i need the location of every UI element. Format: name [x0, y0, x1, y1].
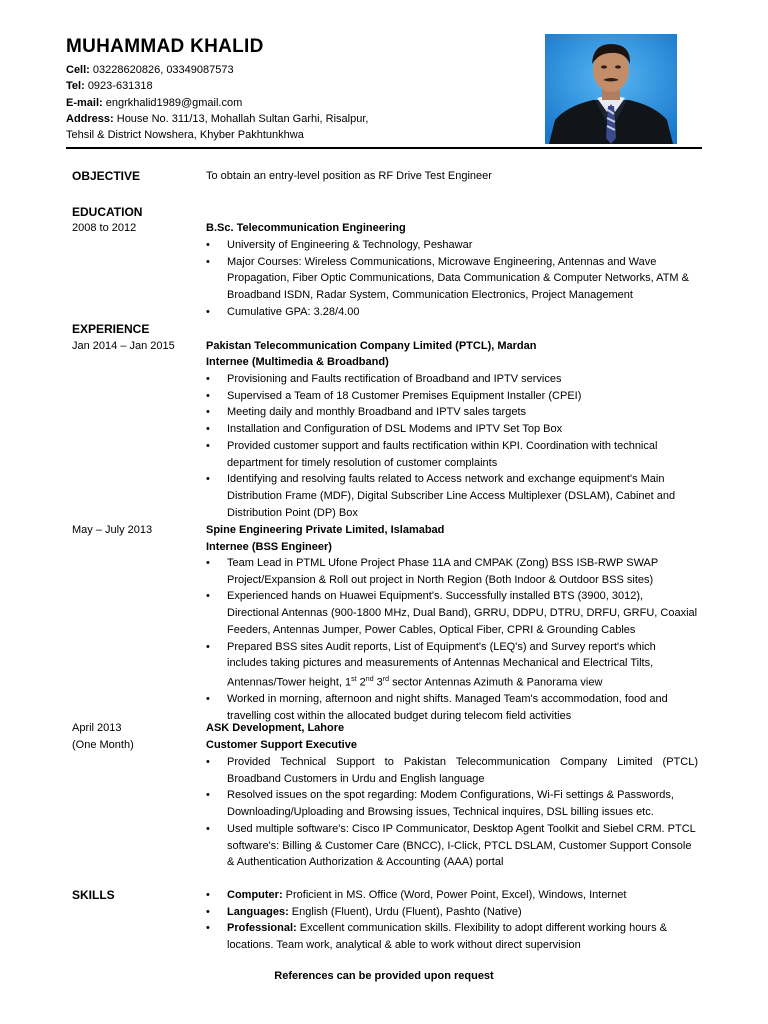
list-item: • Major Courses: Wireless Communications, Microwave Engineering, Antennas and Wave Propagation, Fiber Optic Communications, Data Communication & Computer Networks, ATM & Broadband ISDN, Radar System, Communication Electronics, Project Management: [206, 254, 698, 304]
sector-1: 1: [345, 676, 352, 689]
profile-photo-icon: [545, 34, 677, 144]
sector-2: 2: [359, 676, 366, 689]
education-date: 2008 to 2012: [72, 222, 137, 234]
skill-label: Professional:: [227, 922, 297, 935]
cell-label: Cell:: [66, 64, 90, 76]
sector-tail: sector Antennas Azimuth & Panorama view: [392, 676, 603, 689]
profile-photo: [545, 34, 677, 144]
job-1-bullets: [206, 371, 698, 521]
list-item: [206, 904, 698, 921]
skill-text: Proficient in MS. Office (Word, Power Point, Excel), Windows, Internet: [285, 889, 627, 901]
skill-text: Excellent communication skills. Flexibility to adopt different working hours & locations. Team work, analytical & able to work without direct supervision: [227, 922, 667, 952]
sector-3-sup: rd: [382, 675, 390, 683]
address-label: Address:: [66, 112, 114, 125]
job-2-date: May – July 2013: [72, 524, 153, 536]
list-item: [206, 639, 698, 692]
list-item: • Provisioning and Faults rectification of Broadband and IPTV services: [206, 371, 698, 388]
job-1-date: Jan 2014 – Jan 2015: [72, 340, 175, 352]
candidate-name: MUHAMMAD KHALID: [66, 36, 264, 57]
header-divider: [66, 147, 702, 149]
job-3-role: Customer Support Executive: [206, 739, 357, 751]
list-item: • Experienced hands on Huawei Equipment's. Successfully installed BTS (3900, 3012), Directional Antennas (900-1800 MHz, Dual Band), GRRU, DDPU, DTRU, DRFU, GRFU, Coaxial Feeders, Antennas Jumper, Power Cables, Optical Fiber, CPRI & Grounding Cables: [206, 588, 698, 638]
skills-bullets: [206, 887, 698, 954]
tel-value: 0923-631318: [87, 80, 153, 93]
objective-text: To obtain an entry-level position as RF Drive Test Engineer: [206, 170, 492, 182]
list-item: • Cumulative GPA: 3.28/4.00: [206, 304, 698, 321]
job-2-role: Internee (BSS Engineer): [206, 541, 332, 553]
job-1-role: Internee (Multimedia & Broadband): [206, 356, 389, 368]
references-note: References can be provided upon request: [274, 970, 494, 982]
skill-label: Computer:: [227, 889, 283, 901]
list-item: • Meeting daily and monthly Broadband and IPTV sales targets: [206, 404, 698, 421]
list-item: • Supervised a Team of 18 Customer Premises Equipment Installer (CPEI): [206, 388, 698, 405]
cell-value: 03228620826, 03349087573: [92, 64, 234, 76]
cell-line: [66, 62, 368, 78]
skills-heading: SKILLS: [72, 888, 115, 902]
list-item: • Installation and Configuration of DSL Modems and IPTV Set Top Box: [206, 421, 698, 438]
tel-line: [66, 78, 368, 94]
list-item: • Provided customer support and faults rectification within KPI. Coordination with technical department for timely resolution of customer complaints: [206, 438, 698, 471]
job-2-bullets: [206, 555, 698, 725]
education-bullets: [206, 237, 698, 321]
job-3-bullets: [206, 754, 698, 871]
list-item: • Team Lead in PTML Ufone Project Phase 11A and CMPAK (Zong) BSS ISB-RWP SWAP Project/Expansion & Roll out project in North Region (Both Indoor & Outdoor BSS sites): [206, 555, 698, 588]
email-line: [66, 95, 368, 111]
email-label: E-mail:: [66, 96, 103, 109]
address-line-1: [66, 111, 368, 127]
list-item: • Provided Technical Support to Pakistan Telecommunication Company Limited (PTCL) Broadband Customers in Urdu and English language: [206, 754, 698, 787]
list-item-text: Prepared BSS sites Audit reports, List of Equipment's (LEQ's) and Survey report's which includes taking pictures and measurements of Antennas Mechanical and Electrical Tilts, Antennas/Tower height,: [227, 640, 656, 689]
objective-heading: OBJECTIVE: [72, 169, 141, 183]
list-item: [206, 920, 698, 953]
sector-1-sup: st: [351, 675, 357, 683]
address-line-2: Tehsil & District Nowshera, Khyber Pakhtunkhwa: [66, 129, 304, 142]
list-item: • University of Engineering & Technology, Peshawar: [206, 237, 698, 254]
list-item: • Resolved issues on the spot regarding: Modem Configurations, Wi-Fi settings & Passwords, Downloading/Uploading and Browsing issues, Technical inquires, DSL billing issues etc.: [206, 787, 698, 820]
email-value: engrkhalid1989@gmail.com: [105, 96, 243, 109]
education-degree: B.Sc. Telecommunication Engineering: [206, 222, 406, 234]
job-3-date-duration: (One Month): [72, 739, 134, 751]
list-item: • Identifying and resolving faults related to Access network and exchange equipment's Main Distribution Frame (MDF), Digital Subscriber Line Access Multiplexer (DSLAM), Cabinet and Distribution Point (DP) Box: [206, 471, 698, 521]
list-item: [206, 887, 698, 904]
job-2-company: Spine Engineering Private Limited, Islamabad: [206, 524, 445, 536]
job-1-company: Pakistan Telecommunication Company Limited (PTCL), Mardan: [206, 340, 537, 352]
tel-label: Tel:: [66, 80, 85, 93]
list-item: • Used multiple software's: Cisco IP Communicator, Desktop Agent Toolkit and Siebel CRM. PTCL software's: Billing & Customer Care (BNCC), I-Click, PTCL DSLAM, Customer Support Console & Authentication Authorization & Accounting (AAA) portal: [206, 821, 698, 871]
skill-label: Languages:: [227, 905, 289, 918]
job-3-date: April 2013: [72, 722, 122, 734]
contact-block: [66, 62, 368, 143]
sector-3: 3: [376, 676, 383, 689]
education-heading: EDUCATION: [72, 205, 143, 219]
address-value-1: House No. 311/13, Mohallah Sultan Garhi, Risalpur,: [116, 112, 369, 125]
sector-2-sup: nd: [365, 675, 374, 683]
list-item: • Worked in morning, afternoon and night shifts. Managed Team's accommodation, food and travelling cost within the allocated budget during telecom field activities: [206, 691, 698, 724]
experience-heading: EXPERIENCE: [72, 322, 150, 336]
skill-text: English (Fluent), Urdu (Fluent), Pashto (Native): [291, 905, 522, 918]
job-3-company: ASK Development, Lahore: [206, 722, 345, 734]
